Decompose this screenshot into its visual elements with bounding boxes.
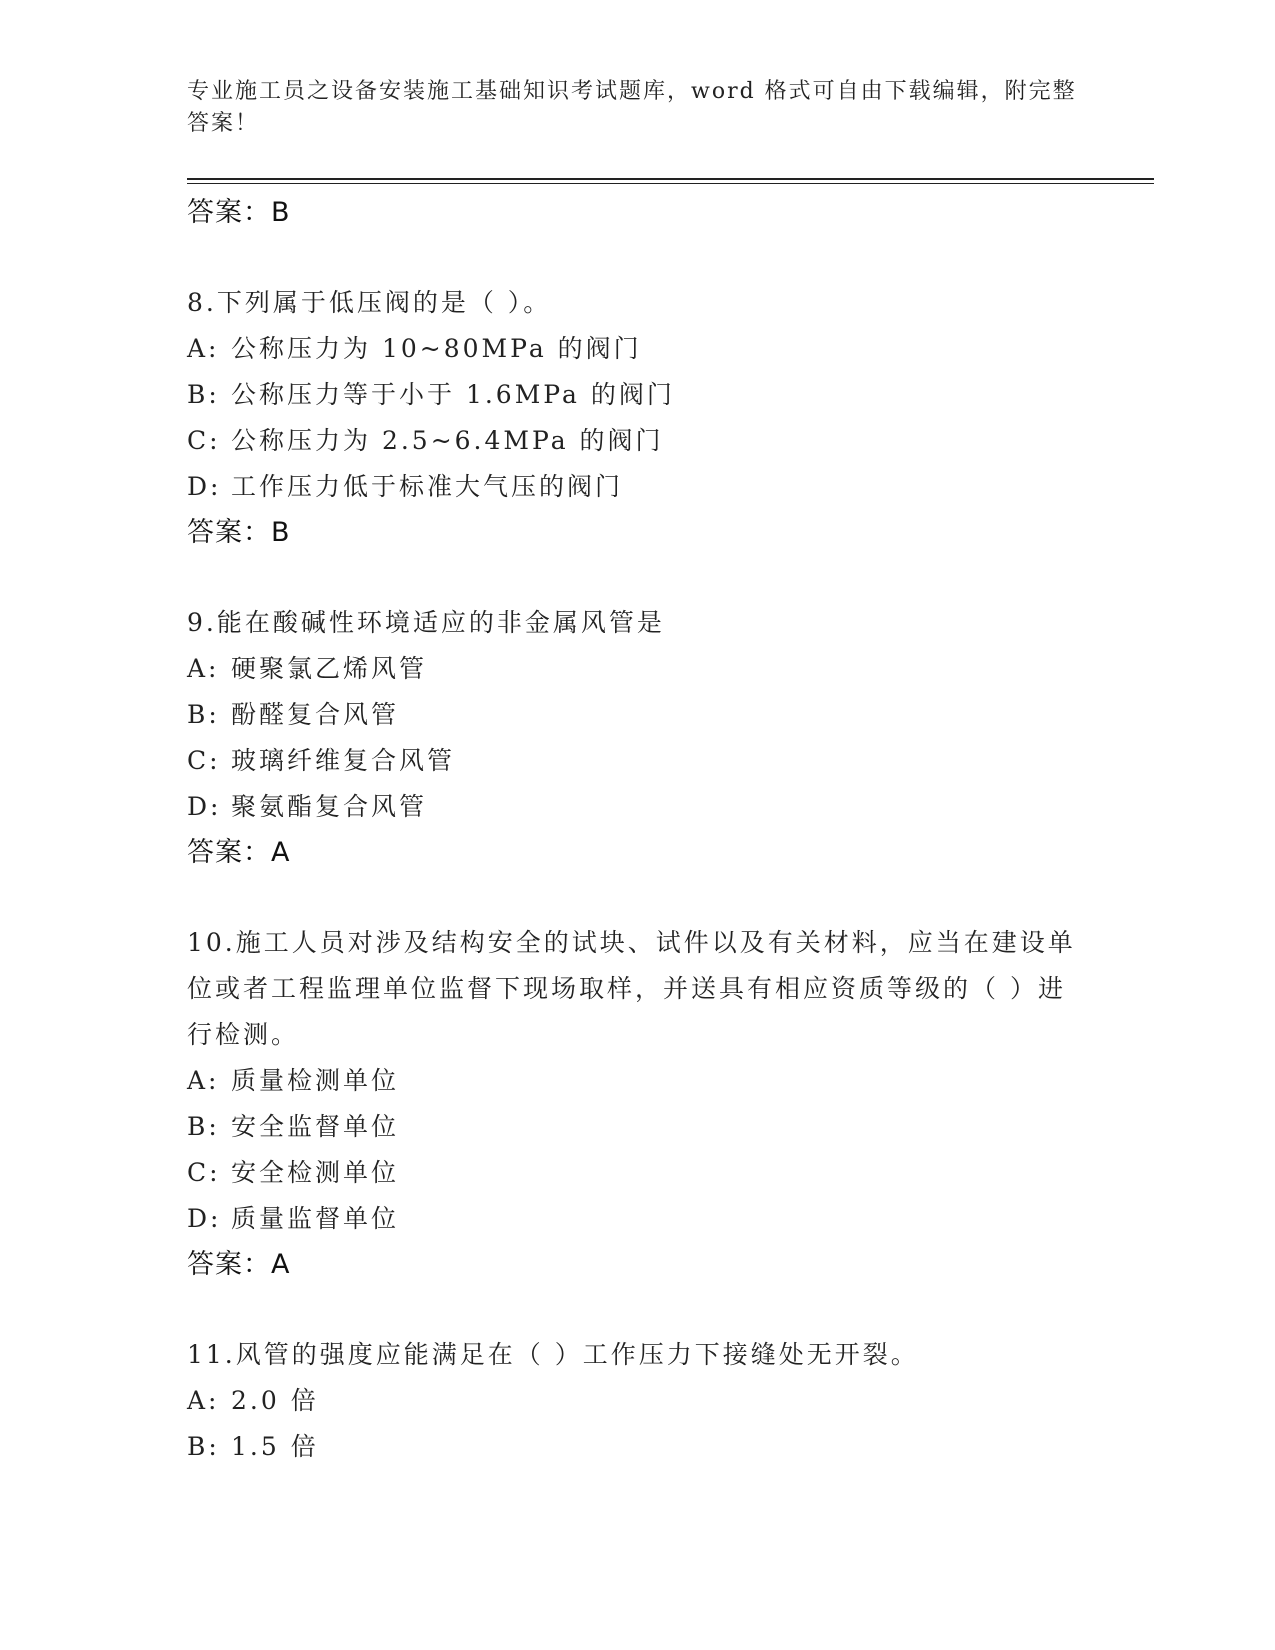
option-text: 2.0 倍 bbox=[231, 1386, 319, 1415]
option-a bbox=[187, 1058, 1087, 1104]
option-letter: B: bbox=[187, 700, 220, 729]
option-letter: D: bbox=[187, 472, 222, 501]
option-letter: B: bbox=[187, 1112, 220, 1141]
previous-answer: 答案：B bbox=[187, 197, 291, 228]
option-letter: D: bbox=[187, 1204, 222, 1233]
question-list bbox=[187, 190, 1087, 1470]
option-b bbox=[187, 372, 1087, 418]
option-letter: C: bbox=[187, 1158, 221, 1187]
spacer bbox=[187, 236, 1087, 280]
option-d bbox=[187, 464, 1087, 510]
option-letter: B: bbox=[187, 1432, 220, 1461]
option-text: 安全监督单位 bbox=[231, 1112, 400, 1141]
question-stem: 11.风管的强度应能满足在（ ）工作压力下接缝处无开裂。 bbox=[187, 1340, 919, 1369]
option-letter: C: bbox=[187, 426, 221, 455]
question-stem: 10.施工人员对涉及结构安全的试块、试件以及有关材料，应当在建设单位或者工程监理单位监督下现场取样，并送具有相应资质等级的（ ）进行检测。 bbox=[187, 928, 1076, 1049]
option-d bbox=[187, 1196, 1087, 1242]
option-text: 质量检测单位 bbox=[231, 1066, 400, 1095]
option-letter: C: bbox=[187, 746, 221, 775]
option-letter: A: bbox=[187, 654, 220, 683]
option-text: 1.5 倍 bbox=[231, 1432, 319, 1461]
option-text: 公称压力为 10~80MPa 的阀门 bbox=[231, 334, 642, 363]
option-b bbox=[187, 692, 1087, 738]
option-a bbox=[187, 646, 1087, 692]
spacer bbox=[187, 876, 1087, 920]
option-text: 硬聚氯乙烯风管 bbox=[231, 654, 428, 683]
option-text: 酚醛复合风管 bbox=[231, 700, 400, 729]
option-letter: A: bbox=[187, 1386, 220, 1415]
header-divider-thick bbox=[187, 178, 1154, 180]
question-block bbox=[187, 1332, 1087, 1470]
option-letter: B: bbox=[187, 380, 220, 409]
answer-line: 答案：A bbox=[187, 1249, 291, 1280]
option-b bbox=[187, 1424, 1087, 1470]
header-divider-thin bbox=[187, 183, 1154, 184]
question-stem: 8.下列属于低压阀的是（ ）。 bbox=[187, 288, 552, 317]
option-letter: D: bbox=[187, 792, 222, 821]
option-c bbox=[187, 738, 1087, 784]
option-b bbox=[187, 1104, 1087, 1150]
option-d bbox=[187, 784, 1087, 830]
option-text: 公称压力等于小于 1.6MPa 的阀门 bbox=[231, 380, 675, 409]
option-c bbox=[187, 418, 1087, 464]
spacer bbox=[187, 556, 1087, 600]
spacer bbox=[187, 1288, 1087, 1332]
option-text: 工作压力低于标准大气压的阀门 bbox=[231, 472, 624, 501]
question-block bbox=[187, 920, 1087, 1288]
option-a bbox=[187, 1378, 1087, 1424]
option-c bbox=[187, 1150, 1087, 1196]
option-text: 质量监督单位 bbox=[231, 1204, 400, 1233]
option-letter: A: bbox=[187, 334, 220, 363]
option-letter: A: bbox=[187, 1066, 220, 1095]
option-text: 公称压力为 2.5~6.4MPa 的阀门 bbox=[231, 426, 664, 455]
question-block bbox=[187, 600, 1087, 876]
question-block bbox=[187, 280, 1087, 556]
option-text: 聚氨酯复合风管 bbox=[231, 792, 428, 821]
question-stem: 9.能在酸碱性环境适应的非金属风管是 bbox=[187, 608, 665, 637]
option-a bbox=[187, 326, 1087, 372]
option-text: 安全检测单位 bbox=[231, 1158, 400, 1187]
answer-line: 答案：A bbox=[187, 837, 291, 868]
answer-line: 答案：B bbox=[187, 517, 291, 548]
document-header: 专业施工员之设备安装施工基础知识考试题库，word 格式可自由下载编辑，附完整答案！ bbox=[187, 79, 1077, 136]
option-text: 玻璃纤维复合风管 bbox=[231, 746, 456, 775]
